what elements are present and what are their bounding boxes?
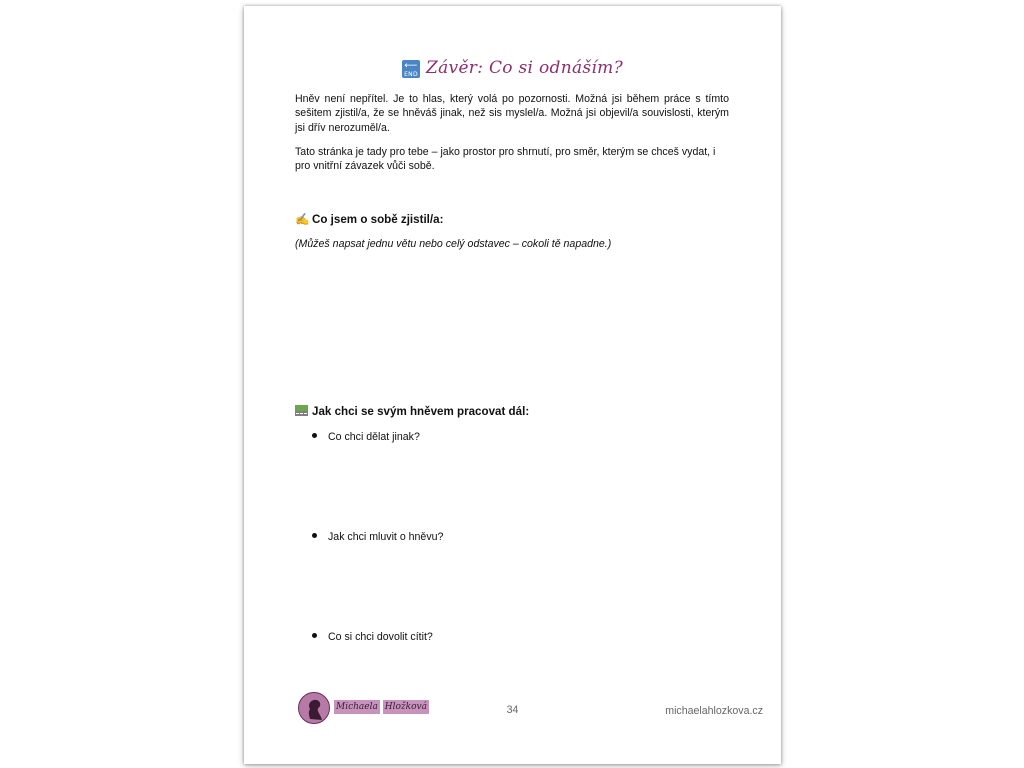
logo-last-name: Hložková xyxy=(384,702,427,712)
section-heading-next-steps-text: Jak chci se svým hněvem pracovat dál: xyxy=(312,405,530,418)
list-item-text: Co chci dělat jinak? xyxy=(328,431,420,443)
list-item xyxy=(312,531,443,543)
intro-paragraph: Hněv není nepřítel. Je to hlas, který volá po pozornosti. Možná jsi během práce s tímto sešitem zjistil/a, že se hněváš jinak, než sis myslel/a. Možná jsi objevil/a souvislosti, kterým jsi dřív nerozuměl/a. xyxy=(295,93,729,134)
page-number: 34 xyxy=(506,704,519,716)
logo-first-name: Michaela xyxy=(336,702,378,712)
website-link[interactable]: michaelahlozkova.cz xyxy=(665,705,763,717)
bullet-dot xyxy=(312,533,317,538)
list-item xyxy=(312,431,420,443)
section-heading-next-steps xyxy=(295,405,529,418)
list-item xyxy=(312,631,433,643)
section-heading-findings xyxy=(295,212,443,226)
road-icon xyxy=(295,405,308,418)
section-hint: (Můžeš napsat jednu větu nebo celý odstavec – cokoli tě napadne.) xyxy=(295,238,612,250)
list-item-text: Jak chci mluvit o hněvu? xyxy=(328,531,444,543)
page-title-text: Závěr: Co si odnáším? xyxy=(426,58,623,78)
end-arrow-icon: ⟵ END xyxy=(402,60,420,78)
writing-hand-icon: ✍ xyxy=(295,213,310,226)
page-title xyxy=(244,58,781,78)
section-heading-findings-text: Co jsem o sobě zjistil/a: xyxy=(312,213,444,226)
bullet-dot xyxy=(312,633,317,638)
list-item-text: Co si chci dovolit cítit? xyxy=(328,631,433,643)
bullet-dot xyxy=(312,433,317,438)
purpose-paragraph: Tato stránka je tady pro tebe – jako prostor pro shrnutí, pro směr, kterým se chceš vydat, i pro vnitřní závazek vůči sobě. xyxy=(295,146,716,173)
document-page xyxy=(244,6,781,764)
